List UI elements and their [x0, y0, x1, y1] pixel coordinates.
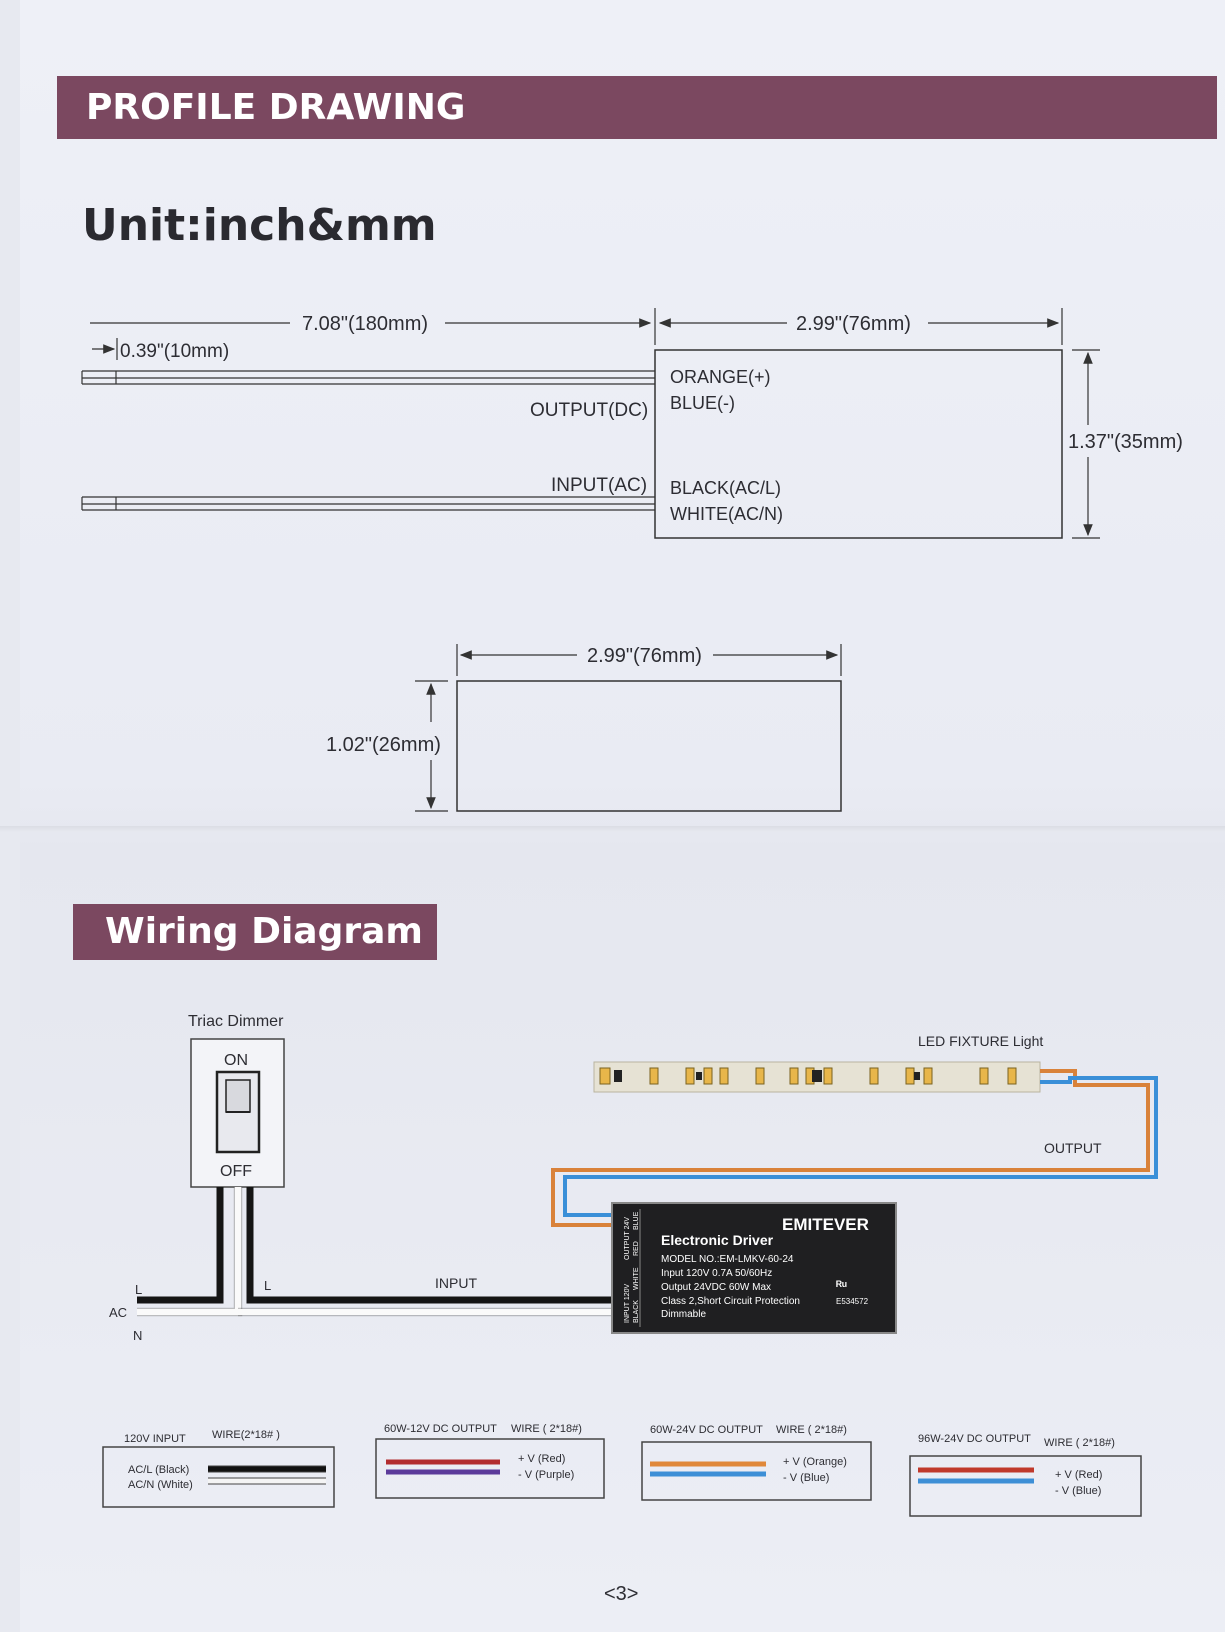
legend-wire: WIRE(2*18# ) [212, 1429, 280, 1441]
input-wires [82, 497, 655, 510]
driver-title: Electronic Driver [661, 1232, 774, 1248]
svg-text:BLUE: BLUE [633, 1211, 640, 1230]
side-view-outline [457, 681, 841, 811]
svg-text:INPUT 120V: INPUT 120V [624, 1283, 631, 1323]
legend-line1: + V (Orange) [783, 1456, 847, 1468]
driver-brand: EMITEVER [782, 1215, 869, 1234]
ac-label: AC [109, 1305, 128, 1320]
wire-legend-60w-24v [642, 1424, 871, 1500]
legend-line2: - V (Blue) [1055, 1485, 1102, 1497]
driver-class-spec: Class 2,Short Circuit Protection [661, 1296, 800, 1307]
profile-drawing-heading: PROFILE DRAWING [57, 76, 1217, 139]
unit-title: Unit:inch&mm [82, 200, 437, 251]
svg-text:RED: RED [633, 1241, 640, 1256]
l-label: L [135, 1282, 143, 1297]
orange-wire-label: ORANGE(+) [670, 367, 771, 387]
legend-wire: WIRE ( 2*18#) [1044, 1437, 1115, 1449]
legend-title: 60W-12V DC OUTPUT [384, 1423, 497, 1435]
ul-cert-icon: ᴿᵘ [836, 1278, 847, 1293]
wire-length-label: 7.08"(180mm) [302, 313, 429, 335]
white-wire-label: WHITE(AC/N) [670, 504, 783, 524]
page-number: <3> [604, 1583, 639, 1605]
driver-model: MODEL NO.:EM-LMKV-60-24 [661, 1254, 794, 1265]
legend-line1: + V (Red) [1055, 1469, 1103, 1481]
electronic-driver [612, 1203, 896, 1333]
dimmer-switch-toggle [226, 1080, 250, 1112]
blue-wire-label: BLUE(-) [670, 393, 736, 413]
output-wires [82, 371, 655, 384]
legend-title: 120V INPUT [124, 1433, 186, 1445]
dimmer-on-label: ON [224, 1052, 248, 1069]
led-fixture-label: LED FIXTURE Light [918, 1033, 1044, 1049]
output-dc-label: OUTPUT(DC) [530, 400, 649, 421]
legend-title: 60W-24V DC OUTPUT [650, 1424, 763, 1436]
side-height-label: 1.02"(26mm) [326, 734, 441, 756]
wiring-diagram-heading: Wiring Diagram [73, 904, 437, 960]
output-label: OUTPUT [1044, 1140, 1102, 1156]
n-label: N [133, 1328, 143, 1343]
input-label: INPUT [435, 1275, 477, 1291]
strip-length-label: 0.39"(10mm) [120, 341, 230, 362]
wire-legend-96w-24v [910, 1433, 1141, 1516]
legend-line1: AC/L (Black) [128, 1464, 190, 1476]
body-length-label: 2.99"(76mm) [796, 313, 911, 335]
legend-line1: + V (Red) [518, 1453, 566, 1465]
wire-legend-60w-12v [376, 1423, 604, 1498]
body-width-label: 1.37"(35mm) [1068, 431, 1183, 453]
driver-input-spec: Input 120V 0.7A 50/60Hz [661, 1268, 773, 1279]
dimmer-off-label: OFF [220, 1163, 252, 1180]
legend-wire: WIRE ( 2*18#) [776, 1424, 847, 1436]
driver-output-spec: Output 24VDC 60W Max [661, 1282, 772, 1293]
l2-label: L [264, 1278, 272, 1293]
side-length-label: 2.99"(76mm) [587, 645, 702, 667]
triac-dimmer-title: Triac Dimmer [188, 1013, 284, 1030]
legend-line2: - V (Blue) [783, 1472, 830, 1484]
black-wire-label: BLACK(AC/L) [670, 478, 782, 498]
legend-wire: WIRE ( 2*18#) [511, 1423, 582, 1435]
svg-text:OUTPUT 24V: OUTPUT 24V [624, 1216, 631, 1260]
legend-line2: - V (Purple) [518, 1469, 575, 1481]
driver-dimmable: Dimmable [661, 1309, 707, 1320]
ac-input-wiring [137, 1187, 612, 1312]
driver-cert-number: E534572 [836, 1297, 869, 1306]
legend-title: 96W-24V DC OUTPUT [918, 1433, 1031, 1445]
wire-legend-120v [103, 1429, 334, 1507]
svg-text:WHITE: WHITE [633, 1267, 640, 1290]
svg-text:BLACK: BLACK [633, 1300, 640, 1323]
input-ac-label: INPUT(AC) [551, 475, 648, 496]
legend-line2: AC/N (White) [128, 1479, 193, 1491]
